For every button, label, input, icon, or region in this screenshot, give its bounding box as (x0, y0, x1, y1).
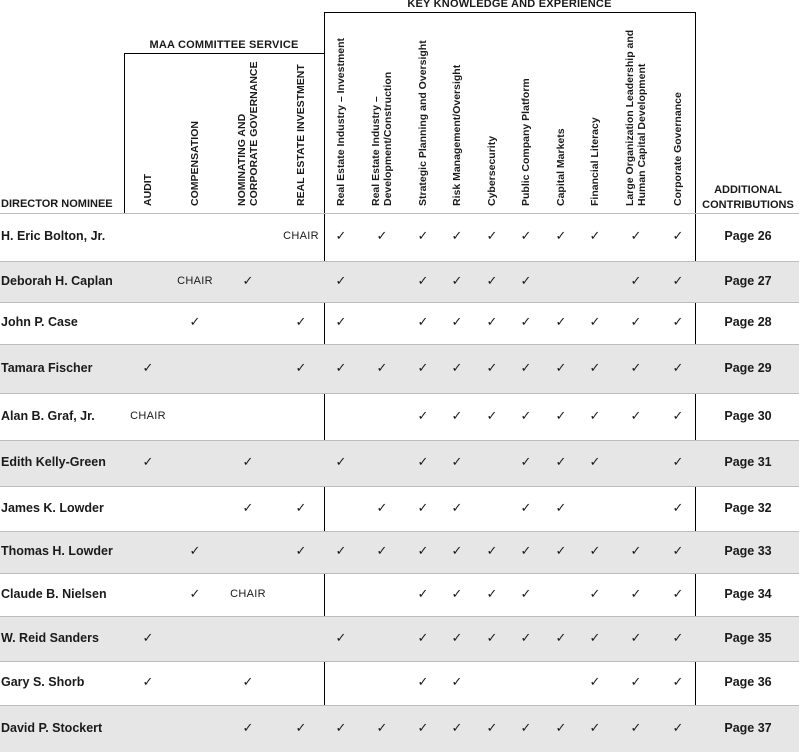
knowledge-check-mark: ✓ (672, 408, 684, 423)
row-divider (0, 661, 799, 662)
knowledge-check-mark: ✓ (486, 630, 498, 645)
knowledge-check-mark: ✓ (335, 720, 347, 735)
knowledge-check-mark: ✓ (672, 228, 684, 243)
knowledge-check-mark: ✓ (555, 314, 567, 329)
nominee-name: W. Reid Sanders (1, 631, 99, 645)
knowledge-header-6 (555, 128, 567, 206)
knowledge-check-mark: ✓ (630, 314, 642, 329)
knowledge-header-1 (370, 72, 394, 206)
nominee-name: Tamara Fischer (1, 361, 93, 375)
committee-header-1 (189, 121, 201, 206)
committee-check-mark: ✓ (142, 674, 154, 689)
nominee-name: John P. Case (1, 315, 78, 329)
nominee-name: H. Eric Bolton, Jr. (1, 229, 106, 243)
committee-check-mark: ✓ (189, 314, 201, 329)
knowledge-check-mark: ✓ (486, 360, 498, 375)
knowledge-check-mark: ✓ (630, 273, 642, 288)
committee-header-0-line: AUDIT (142, 173, 154, 206)
page-reference: Page 28 (724, 315, 772, 329)
page-reference: Page 26 (724, 229, 772, 243)
committee-check-mark: ✓ (242, 674, 254, 689)
knowledge-header-0 (335, 38, 347, 206)
page-reference: Page 33 (724, 544, 772, 558)
knowledge-check-mark: ✓ (451, 720, 463, 735)
committee-chair-mark: CHAIR (130, 410, 166, 422)
page-reference: Page 29 (724, 361, 772, 375)
nominee-name: Alan B. Graf, Jr. (1, 409, 95, 423)
row-divider (0, 393, 799, 394)
row-divider (0, 344, 799, 345)
knowledge-header-4-line: Cybersecurity (486, 135, 498, 206)
committee-group-rule (124, 53, 324, 54)
page-reference: Page 34 (724, 587, 772, 601)
knowledge-check-mark: ✓ (486, 720, 498, 735)
table-row (0, 261, 799, 302)
nominee-name: Claude B. Nielsen (1, 587, 107, 601)
knowledge-check-mark: ✓ (335, 228, 347, 243)
knowledge-check-mark: ✓ (486, 228, 498, 243)
knowledge-check-mark: ✓ (486, 314, 498, 329)
committee-header-3 (295, 64, 307, 206)
knowledge-check-mark: ✓ (486, 273, 498, 288)
knowledge-check-mark: ✓ (335, 273, 347, 288)
knowledge-check-mark: ✓ (520, 720, 532, 735)
table-row (0, 302, 799, 344)
knowledge-check-mark: ✓ (520, 630, 532, 645)
knowledge-check-mark: ✓ (630, 408, 642, 423)
knowledge-check-mark: ✓ (486, 543, 498, 558)
committee-check-mark: ✓ (242, 454, 254, 469)
knowledge-check-mark: ✓ (630, 720, 642, 735)
knowledge-header-5 (520, 78, 532, 206)
knowledge-check-mark: ✓ (520, 360, 532, 375)
knowledge-check-mark: ✓ (376, 543, 388, 558)
knowledge-check-mark: ✓ (417, 720, 429, 735)
knowledge-check-mark: ✓ (589, 314, 601, 329)
knowledge-check-mark: ✓ (555, 360, 567, 375)
row-divider (0, 302, 799, 303)
knowledge-header-2-line: Strategic Planning and Oversight (417, 40, 429, 206)
knowledge-header-3-line: Risk Management/Oversight (451, 64, 463, 206)
page-reference: Page 27 (724, 274, 772, 288)
committee-header-2-line: NOMINATING AND (236, 113, 248, 206)
committee-check-mark: ✓ (295, 720, 307, 735)
table-row (0, 616, 799, 661)
knowledge-check-mark: ✓ (672, 500, 684, 515)
knowledge-check-mark: ✓ (589, 360, 601, 375)
committee-check-mark: ✓ (142, 360, 154, 375)
knowledge-check-mark: ✓ (672, 273, 684, 288)
page-reference: Page 35 (724, 631, 772, 645)
committee-chair-mark: CHAIR (283, 230, 319, 242)
committee-check-mark: ✓ (142, 454, 154, 469)
knowledge-group-label: KEY KNOWLEDGE AND EXPERIENCE (407, 0, 612, 10)
additional-contributions-header (700, 183, 796, 213)
knowledge-check-mark: ✓ (451, 500, 463, 515)
knowledge-check-mark: ✓ (335, 630, 347, 645)
knowledge-check-mark: ✓ (672, 630, 684, 645)
committee-chair-mark: CHAIR (177, 275, 213, 287)
knowledge-check-mark: ✓ (335, 314, 347, 329)
knowledge-check-mark: ✓ (555, 720, 567, 735)
committee-check-mark: ✓ (142, 630, 154, 645)
page-reference: Page 30 (724, 409, 772, 423)
knowledge-check-mark: ✓ (555, 543, 567, 558)
knowledge-check-mark: ✓ (417, 408, 429, 423)
knowledge-check-mark: ✓ (630, 674, 642, 689)
knowledge-header-8-line: Human Capital Development (636, 63, 648, 206)
page-reference: Page 32 (724, 501, 772, 515)
page-reference: Page 37 (724, 721, 772, 735)
knowledge-check-mark: ✓ (417, 674, 429, 689)
committee-check-mark: ✓ (189, 543, 201, 558)
knowledge-check-mark: ✓ (451, 360, 463, 375)
knowledge-check-mark: ✓ (417, 586, 429, 601)
knowledge-header-9 (672, 92, 684, 206)
knowledge-check-mark: ✓ (451, 228, 463, 243)
knowledge-check-mark: ✓ (589, 674, 601, 689)
row-divider (0, 531, 799, 532)
knowledge-check-mark: ✓ (589, 408, 601, 423)
knowledge-check-mark: ✓ (630, 543, 642, 558)
knowledge-check-mark: ✓ (335, 543, 347, 558)
knowledge-check-mark: ✓ (451, 543, 463, 558)
knowledge-check-mark: ✓ (672, 543, 684, 558)
contributions-header-line: CONTRIBUTIONS (702, 199, 794, 211)
knowledge-check-mark: ✓ (589, 720, 601, 735)
knowledge-header-1-line: Real Estate Industry – (370, 96, 382, 206)
knowledge-check-mark: ✓ (335, 360, 347, 375)
knowledge-header-2 (417, 40, 429, 206)
table-row (0, 440, 799, 486)
committee-check-mark: ✓ (189, 586, 201, 601)
knowledge-check-mark: ✓ (630, 360, 642, 375)
nominee-name: Thomas H. Lowder (1, 544, 113, 558)
knowledge-check-mark: ✓ (589, 586, 601, 601)
knowledge-check-mark: ✓ (451, 408, 463, 423)
nominee-name: Gary S. Shorb (1, 675, 85, 689)
knowledge-check-mark: ✓ (555, 630, 567, 645)
knowledge-check-mark: ✓ (520, 273, 532, 288)
committee-header-0 (142, 174, 154, 206)
knowledge-check-mark: ✓ (672, 586, 684, 601)
knowledge-header-1-line: Development/Construction (382, 71, 394, 206)
committee-check-mark: ✓ (242, 720, 254, 735)
knowledge-check-mark: ✓ (672, 360, 684, 375)
row-divider (0, 486, 799, 487)
committee-chair-mark: CHAIR (230, 588, 266, 600)
knowledge-check-mark: ✓ (417, 228, 429, 243)
knowledge-check-mark: ✓ (417, 314, 429, 329)
knowledge-check-mark: ✓ (520, 500, 532, 515)
committee-check-mark: ✓ (242, 273, 254, 288)
row-divider (0, 440, 799, 441)
committee-check-mark: ✓ (295, 360, 307, 375)
committee-group-label: MAA COMMITTEE SERVICE (149, 39, 299, 51)
nominee-name: Edith Kelly-Green (1, 455, 106, 469)
knowledge-check-mark: ✓ (451, 674, 463, 689)
table-row (0, 344, 799, 393)
table-row (0, 531, 799, 573)
row-divider (0, 573, 799, 574)
knowledge-check-mark: ✓ (376, 228, 388, 243)
knowledge-header-7 (589, 117, 601, 206)
knowledge-header-8 (624, 30, 648, 206)
knowledge-check-mark: ✓ (630, 228, 642, 243)
row-divider (0, 616, 799, 617)
knowledge-check-mark: ✓ (335, 454, 347, 469)
page-reference: Page 31 (724, 455, 772, 469)
knowledge-check-mark: ✓ (486, 586, 498, 601)
knowledge-check-mark: ✓ (520, 314, 532, 329)
table-row (0, 393, 799, 440)
knowledge-check-mark: ✓ (555, 500, 567, 515)
knowledge-check-mark: ✓ (630, 586, 642, 601)
knowledge-header-5-line: Public Company Platform (520, 78, 532, 206)
committee-check-mark: ✓ (242, 500, 254, 515)
committee-check-mark: ✓ (295, 543, 307, 558)
knowledge-check-mark: ✓ (417, 360, 429, 375)
knowledge-group-rule (324, 12, 695, 13)
knowledge-check-mark: ✓ (520, 586, 532, 601)
knowledge-check-mark: ✓ (589, 454, 601, 469)
knowledge-check-mark: ✓ (520, 408, 532, 423)
knowledge-check-mark: ✓ (451, 314, 463, 329)
knowledge-check-mark: ✓ (451, 630, 463, 645)
table-row (0, 661, 799, 705)
knowledge-check-mark: ✓ (555, 228, 567, 243)
committee-group-left-rule (124, 53, 125, 213)
knowledge-header-8-line: Large Organization Leadership and (624, 29, 636, 206)
knowledge-check-mark: ✓ (672, 674, 684, 689)
knowledge-check-mark: ✓ (376, 500, 388, 515)
committee-check-mark: ✓ (295, 314, 307, 329)
knowledge-header-0-line: Real Estate Industry – Investment (335, 37, 347, 206)
knowledge-check-mark: ✓ (520, 454, 532, 469)
table-row (0, 705, 799, 752)
table-row (0, 213, 799, 261)
knowledge-check-mark: ✓ (486, 408, 498, 423)
row-divider (0, 261, 799, 262)
knowledge-check-mark: ✓ (520, 543, 532, 558)
row-divider (0, 213, 799, 214)
committee-header-3-line: REAL ESTATE INVESTMENT (295, 64, 307, 206)
additional-header-line: ADDITIONAL (714, 184, 782, 196)
committee-check-mark: ✓ (295, 500, 307, 515)
knowledge-header-6-line: Capital Markets (555, 128, 567, 206)
knowledge-check-mark: ✓ (555, 454, 567, 469)
knowledge-check-mark: ✓ (589, 543, 601, 558)
knowledge-check-mark: ✓ (417, 630, 429, 645)
row-divider (0, 705, 799, 706)
knowledge-check-mark: ✓ (376, 360, 388, 375)
director-nominee-header: DIRECTOR NOMINEE (1, 198, 113, 210)
nominee-name: James K. Lowder (1, 501, 104, 515)
knowledge-check-mark: ✓ (451, 454, 463, 469)
knowledge-check-mark: ✓ (672, 314, 684, 329)
knowledge-header-3 (451, 65, 463, 206)
knowledge-check-mark: ✓ (672, 454, 684, 469)
committee-header-2 (236, 62, 260, 206)
knowledge-check-mark: ✓ (417, 500, 429, 515)
knowledge-check-mark: ✓ (520, 228, 532, 243)
knowledge-header-4 (486, 136, 498, 206)
knowledge-check-mark: ✓ (417, 543, 429, 558)
table-row (0, 486, 799, 531)
page-reference: Page 36 (724, 675, 772, 689)
knowledge-header-9-line: Corporate Governance (672, 92, 684, 206)
knowledge-check-mark: ✓ (376, 720, 388, 735)
table-row (0, 573, 799, 616)
knowledge-check-mark: ✓ (417, 273, 429, 288)
knowledge-check-mark: ✓ (555, 408, 567, 423)
knowledge-check-mark: ✓ (451, 273, 463, 288)
committee-header-2-line: CORPORATE GOVERNANCE (248, 61, 260, 206)
knowledge-check-mark: ✓ (589, 630, 601, 645)
knowledge-check-mark: ✓ (672, 720, 684, 735)
committee-header-1-line: COMPENSATION (189, 121, 201, 206)
knowledge-check-mark: ✓ (451, 586, 463, 601)
nominee-name: Deborah H. Caplan (1, 274, 113, 288)
nominee-name: David P. Stockert (1, 721, 103, 735)
knowledge-check-mark: ✓ (417, 454, 429, 469)
knowledge-header-7-line: Financial Literacy (589, 117, 601, 206)
knowledge-check-mark: ✓ (589, 228, 601, 243)
knowledge-check-mark: ✓ (630, 630, 642, 645)
